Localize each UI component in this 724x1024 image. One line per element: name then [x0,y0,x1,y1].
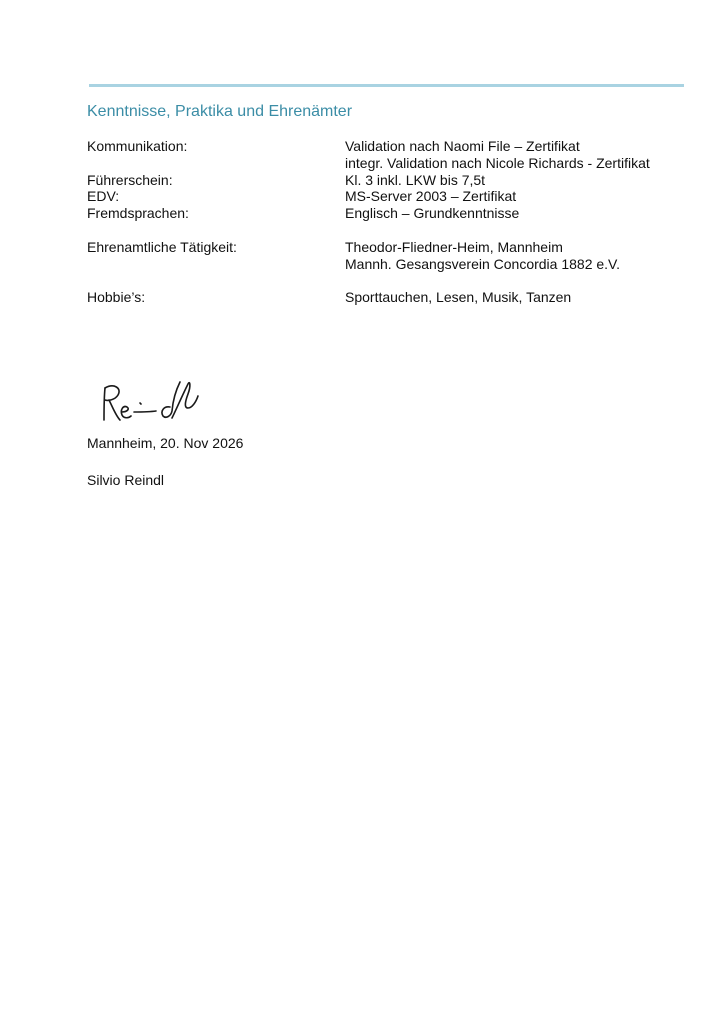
row-value: integr. Validation nach Nicole Richards - Zertifikat [345,154,650,171]
row-label: Fremdsprachen: [87,205,189,222]
place-date: Mannheim, 20. Nov 2026 [87,435,244,451]
row-value: Sporttauchen, Lesen, Musik, Tanzen [345,289,572,306]
list-row [87,155,687,172]
row-spacer [87,222,687,239]
signer-name: Silvio Reindl [87,472,165,488]
section-divider [89,84,684,87]
row-spacer [87,272,687,289]
list-row [87,172,687,189]
list-row [87,289,687,306]
row-label: EDV: [87,188,120,205]
row-value: Englisch – Grundkenntnisse [345,205,520,222]
row-value: MS-Server 2003 – Zertifikat [345,188,517,205]
list-row [87,205,687,222]
row-value: Mannh. Gesangsverein Concordia 1882 e.V. [345,255,620,272]
skills-list [87,138,687,306]
section-title: Kenntnisse, Praktika und Ehrenämter [87,103,353,120]
row-value: Validation nach Naomi File – Zertifikat [345,138,580,154]
row-label: Kommunikation: [87,138,188,154]
row-label: Ehrenamtliche Tätigkeit: [87,238,237,255]
row-label: Hobbie’s: [87,289,146,306]
list-row [87,188,687,205]
list-row [87,256,687,273]
row-label: Führerschein: [87,171,173,188]
list-row [87,239,687,256]
row-value: Theodor-Fliedner-Heim, Mannheim [345,238,563,255]
list-row [87,138,687,155]
handwritten-signature [96,378,216,430]
row-value: Kl. 3 inkl. LKW bis 7,5t [345,171,486,188]
